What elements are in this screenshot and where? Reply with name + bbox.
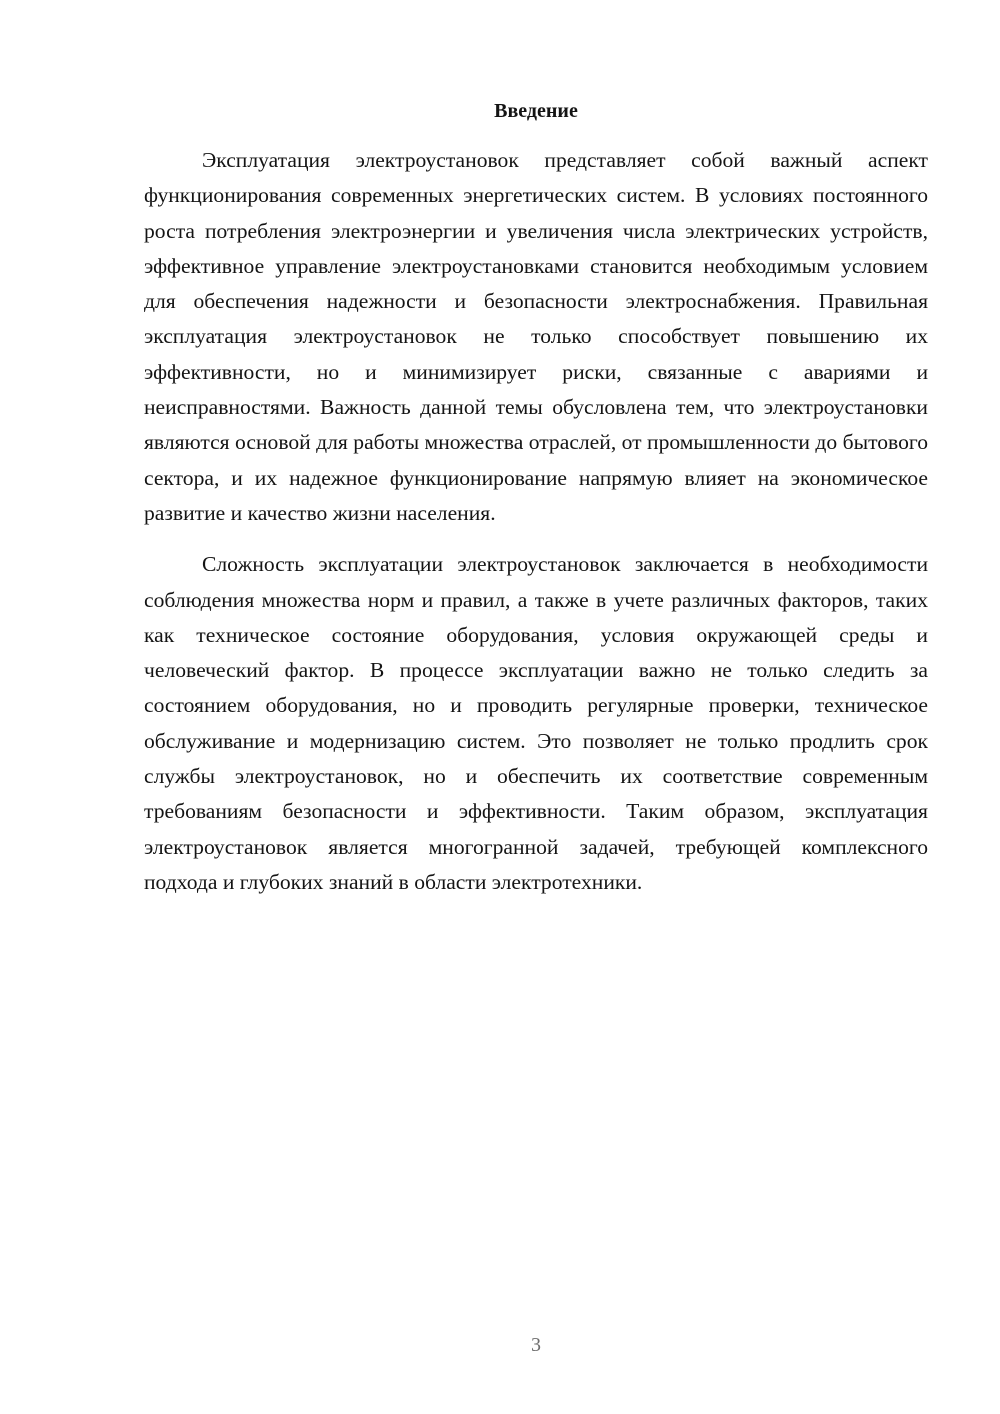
paragraph-2: Сложность эксплуатации электроустановок заключается в необходимости соблюдения множества норм и правил, а также в учете различных факторов, таких как техническое состояние оборудования, условия окружающей среды и человеческий фактор. В процессе эксплуатации важно не только следить за состоянием оборудования, но и проводить регулярные проверки, техническое обслуживание и модернизацию систем. Это позволяет не только продлить срок службы электроустановок, но и обеспечить их соответствие современным требованиям безопасности и эффективности. Таким образом, эксплуатация электроустановок является многогранной задачей, требующей комплексного подхода и глубоких знаний в области электротехники.	[144, 552, 928, 894]
page-title: Введение	[494, 100, 578, 122]
paragraph-1: Эксплуатация электроустановок представляет собой важный аспект функционирования современных энергетических систем. В условиях постоянного роста потребления электроэнергии и увеличения числа электрических устройств, эффективное управление электроустановками становится необходимым условием для обеспечения надежности и безопасности электроснабжения. Правильная эксплуатация электроустановок не только способствует повышению их эффективности, но и минимизирует риски, связанные с авариями и неисправностями. Важность данной темы обусловлена тем, что электроустановки являются основой для работы множества отраслей, от промышленности до бытового сектора, и их надежное функционирование напрямую влияет на экономическое развитие и качество жизни населения.	[144, 148, 928, 525]
page-content	[144, 97, 928, 900]
page-number: 3	[531, 1334, 541, 1356]
